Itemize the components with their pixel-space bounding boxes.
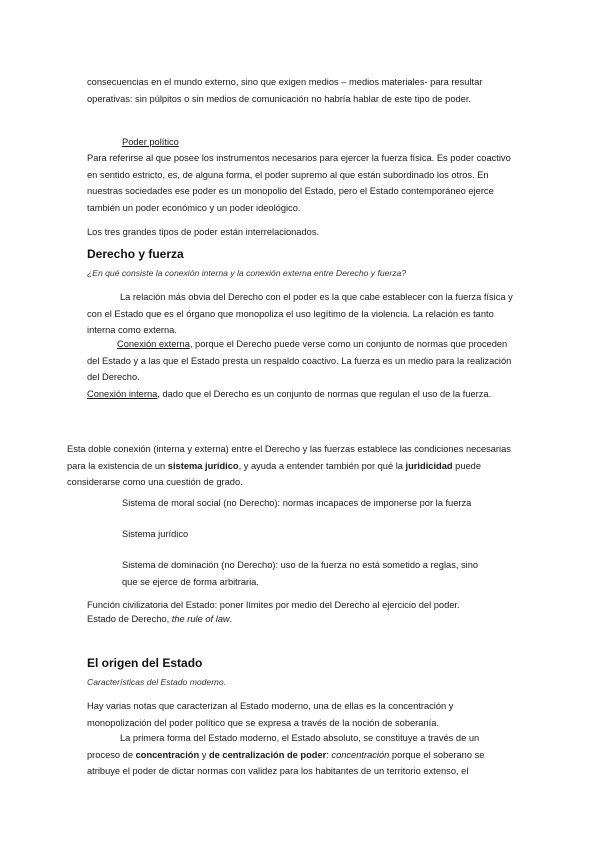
derecho-fuerza-question: ¿En qué consiste la conexión interna y la conexión externa entre Derecho y fuerza? bbox=[87, 268, 407, 278]
tres-tipos-paragraph: Los tres grandes tipos de poder están interrelacionados. bbox=[87, 227, 320, 237]
concentracion-italic: concentración bbox=[331, 749, 390, 760]
doble-conexion-paragraph bbox=[67, 441, 513, 491]
conexion-interna-label: Conexión interna bbox=[87, 389, 158, 399]
primera-forma-paragraph bbox=[87, 730, 513, 780]
doble-conexion-text-1: Esta doble conexión (interna y externa) entre el Derecho y las fuerzas establece las condiciones necesarias para la existencia de un bbox=[67, 444, 511, 471]
origen-estado-subtitle: Características del Estado moderno. bbox=[87, 677, 226, 687]
primera-forma-text-4: porque el soberano se atribuye el poder de dictar normas con validez para los habitantes de un territorio extenso, el bbox=[87, 749, 485, 776]
primera-forma-text-2: y bbox=[199, 749, 209, 760]
poder-politico-title: Poder político bbox=[122, 137, 179, 147]
primera-forma-text-3: : bbox=[326, 749, 332, 760]
doble-conexion-text-3: puede considerarse como una cuestión de grado. bbox=[67, 460, 481, 487]
estado-de-derecho-suffix: . bbox=[229, 614, 233, 624]
concentracion-bold: concentración bbox=[135, 749, 200, 760]
juridicidad-bold: juridicidad bbox=[405, 460, 453, 471]
sistema-juridico-item: Sistema jurídico bbox=[122, 529, 189, 539]
primera-forma-text-1: La primera forma del Estado moderno, el Estado absoluto, se constituye a través de un proceso de bbox=[87, 733, 480, 760]
conexion-externa-text: , porque el Derecho puede verse como un conjunto de normas que proceden del Estado y a las que el Estado presta un respaldo coactivo. La fuerza es un medio para la realización del Derecho. bbox=[87, 339, 512, 382]
sistema-moral-item: Sistema de moral social (no Derecho): normas incapaces de imponerse por la fuerza bbox=[122, 498, 472, 508]
derecho-fuerza-heading: Derecho y fuerza bbox=[87, 247, 184, 261]
centralizacion-bold: de centralización de poder bbox=[208, 749, 327, 760]
estado-de-derecho-prefix: Estado de Derecho, bbox=[87, 614, 172, 624]
doble-conexion-text-2: , y ayuda a entender también por qué la bbox=[238, 460, 406, 471]
sistema-dominacion-item-line2: que se ejerce de forma arbitraria. bbox=[122, 577, 259, 587]
funcion-civilizatoria-line1: Función civilizatoria del Estado: poner límites por medio del Derecho al ejercicio del poder. bbox=[87, 600, 460, 610]
origen-estado-heading: El origen del Estado bbox=[87, 656, 203, 670]
sistema-dominacion-item-line1: Sistema de dominación (no Derecho): uso de la fuerza no está sometido a reglas, sino bbox=[122, 560, 479, 570]
sistema-juridico-bold: sistema jurídico bbox=[167, 460, 239, 471]
poder-politico-paragraph: Para referirse al que posee los instrumentos necesarios para ejercer la fuerza física. Es poder coactivo en sentido estricto, es, de alguna forma, el poder supremo al que están subordinado los otros. En nuestras sociedades ese poder es un monopolio del Estado, pero el Estado contemporáneo ejerce también un poder económico y un poder ideológico. bbox=[87, 153, 511, 213]
relacion-paragraph: La relación más obvia del Derecho con el poder es la que cabe establecer con la fuerza física y con el Estado que es el órgano que monopoliza el uso legítimo de la violencia. La relación es tanto interna como externa. bbox=[87, 292, 513, 335]
conexion-externa-paragraph bbox=[87, 336, 513, 386]
estado-de-derecho-line bbox=[87, 611, 513, 628]
rule-of-law-italic: the rule of law bbox=[171, 614, 230, 624]
notas-paragraph: Hay varias notas que caracterizan al Estado moderno, una de ellas es la concentración y monopolización del poder político que se expresa a través de la noción de soberanía. bbox=[87, 701, 454, 728]
conexion-interna-text: , dado que el Derecho es un conjunto de normas que regulan el uso de la fuerza. bbox=[157, 389, 492, 399]
intro-paragraph: consecuencias en el mundo externo, sino que exigen medios – medios materiales- para resultar operativas: sin púlpitos o sin medios de comunicación no habría hablar de este tipo de poder. bbox=[87, 77, 483, 104]
conexion-interna-paragraph bbox=[87, 386, 513, 403]
conexion-externa-label: Conexión externa bbox=[117, 339, 190, 349]
